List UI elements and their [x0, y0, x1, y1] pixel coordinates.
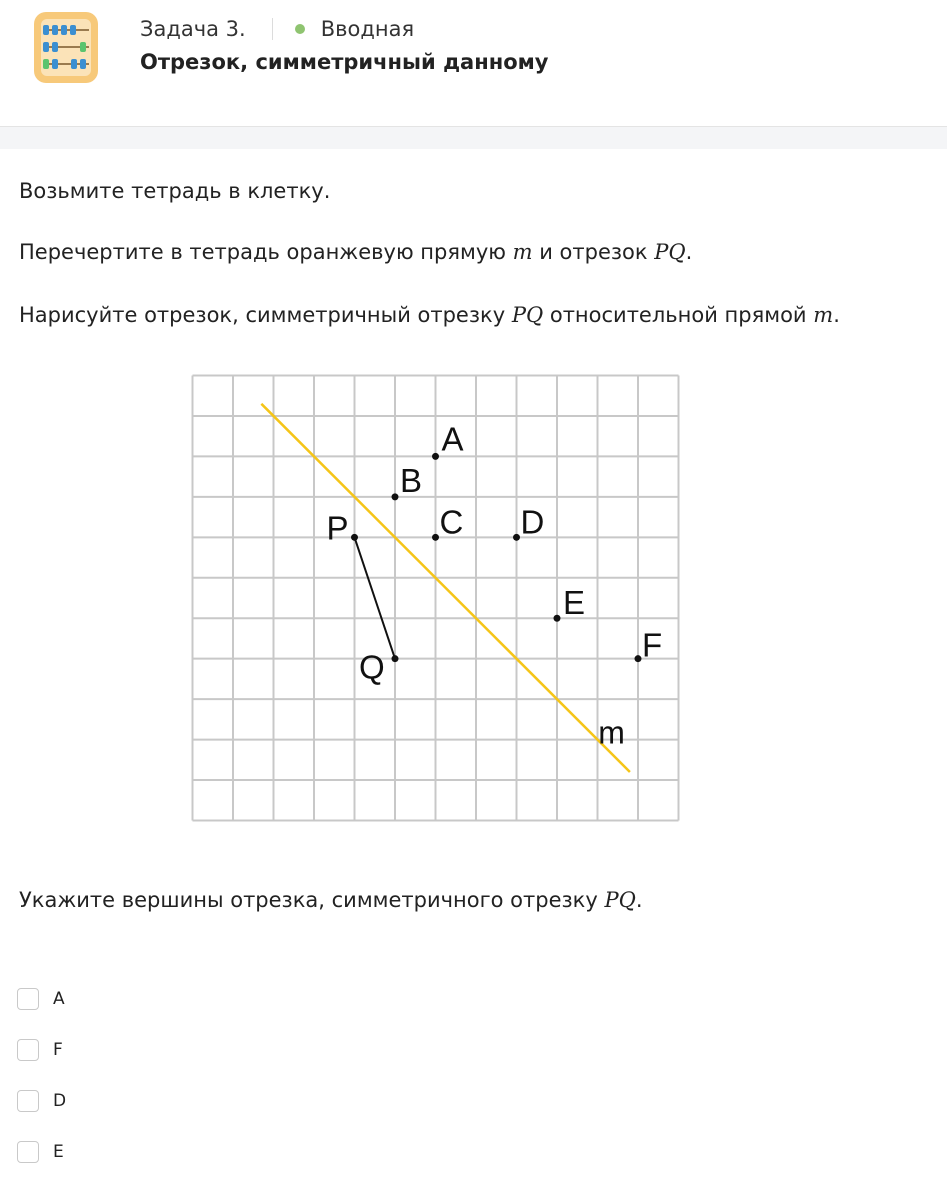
instruction-2-text: Перечертите в тетрадь оранжевую прямую	[19, 240, 513, 264]
checkbox[interactable]	[17, 1141, 39, 1163]
math-pq: PQ	[604, 888, 636, 912]
question-text-end: .	[635, 888, 643, 912]
divider	[272, 18, 273, 40]
option-e[interactable]	[17, 1139, 66, 1165]
task-header	[0, 0, 947, 127]
task-number: Задача 3.	[140, 17, 246, 41]
status-label: Вводная	[320, 17, 415, 41]
point-q	[392, 655, 399, 662]
checkbox[interactable]	[17, 1090, 39, 1112]
point-label-c: C	[439, 503, 464, 541]
option-label: E	[53, 1142, 64, 1162]
task-meta	[140, 14, 414, 44]
header-shadow-strip	[0, 127, 947, 149]
instruction-3	[19, 303, 840, 327]
instruction-2	[19, 240, 692, 264]
option-f[interactable]	[17, 1037, 66, 1063]
checkbox[interactable]	[17, 988, 39, 1010]
checkbox[interactable]	[17, 1039, 39, 1061]
point-label-f: F	[642, 626, 663, 664]
instruction-3-end: .	[833, 303, 840, 327]
math-m: m	[813, 303, 834, 327]
point-label-a: A	[441, 420, 464, 458]
instruction-2-mid: и отрезок	[532, 240, 655, 264]
instruction-2-end: .	[685, 240, 693, 264]
point-label-b: B	[400, 461, 423, 499]
question-text	[19, 888, 643, 912]
math-pq: PQ	[654, 240, 686, 264]
point-label-q: Q	[359, 648, 385, 686]
option-label: A	[53, 989, 65, 1009]
segment-pq	[355, 537, 396, 658]
task-title: Отрезок, симметричный данному	[140, 50, 549, 74]
option-a[interactable]	[17, 986, 66, 1012]
math-m: m	[512, 240, 533, 264]
point-c	[432, 534, 439, 541]
point-d	[513, 534, 520, 541]
instruction-1: Возьмите тетрадь в клетку.	[19, 179, 331, 203]
point-label-d: D	[520, 503, 545, 541]
line-m-label: m	[598, 714, 625, 751]
point-a	[432, 453, 439, 460]
answer-options	[17, 986, 66, 1190]
instruction-3-mid: относительной прямой	[543, 303, 814, 327]
status-dot-icon	[295, 24, 305, 34]
point-p	[351, 534, 358, 541]
point-label-p: P	[326, 509, 349, 547]
grid-figure	[191, 374, 680, 822]
option-d[interactable]	[17, 1088, 66, 1114]
point-b	[392, 493, 399, 500]
point-f	[635, 655, 642, 662]
question-text-main: Укажите вершины отрезка, симметричного отрезку	[19, 888, 605, 912]
math-pq: PQ	[511, 303, 544, 327]
option-label: D	[53, 1091, 67, 1111]
instruction-3-text: Нарисуйте отрезок, симметричный отрезку	[19, 303, 512, 327]
option-label: F	[53, 1040, 63, 1060]
point-label-e: E	[563, 584, 586, 622]
abacus-icon	[33, 11, 99, 84]
point-e	[554, 615, 561, 622]
